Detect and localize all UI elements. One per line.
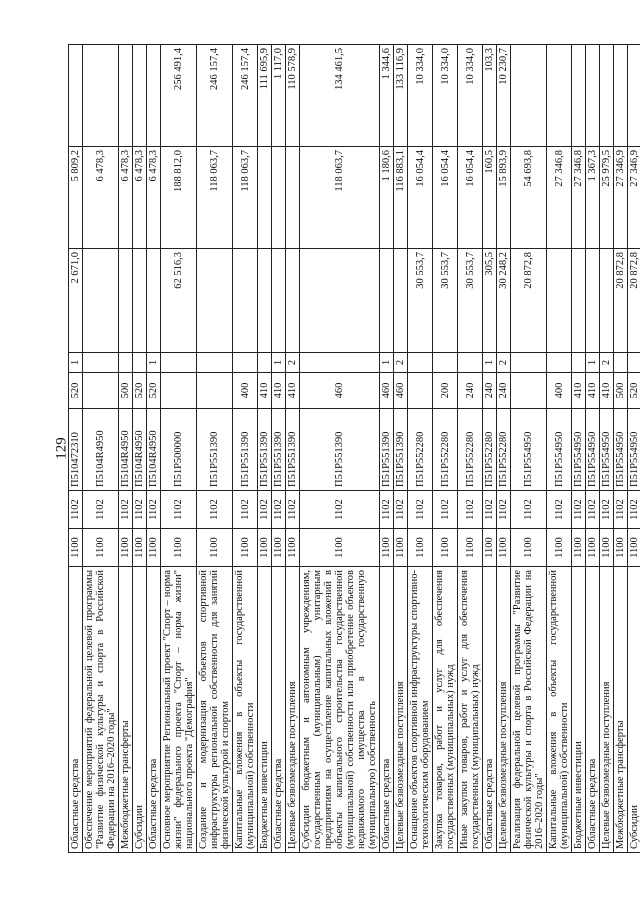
amount-year-3 [147,45,161,147]
target-article-code: П51P551390 [286,409,300,491]
amount-year-2: 6 478,3 [147,147,161,249]
amount-year-1: 20 872,8 [614,249,628,353]
subsection-code: 1102 [511,491,547,529]
target-article-code: П5104R4950 [119,409,133,491]
row-name: Закупка товаров, работ и услуг для обеспечения государственных (муниципальных) нужд [433,567,458,853]
section-code: 1100 [433,529,458,567]
table-row [133,45,147,853]
section-code: 1100 [586,529,600,567]
table-row [119,45,133,853]
expense-type-code: 520 [133,373,147,409]
subsection-code: 1102 [286,491,300,529]
funding-source-code [628,353,640,373]
target-article-code: П51P552280 [483,409,497,491]
row-name: Капитальные вложения в объекты государственной (муниципальной) собственности [547,567,572,853]
table-row [497,45,511,853]
row-name: Субсидии [628,567,640,853]
target-article-code: П51P551390 [394,409,408,491]
subsection-code: 1102 [408,491,433,529]
row-name: Капитальные вложения в объекты государственной (муниципальной) собственности [233,567,258,853]
section-code: 1100 [458,529,483,567]
subsection-code: 1102 [572,491,586,529]
amount-year-2: 27 346,9 [614,147,628,249]
table-row [614,45,628,853]
row-name: Областные средства [380,567,394,853]
target-article-code: П51P554950 [586,409,600,491]
amount-year-1 [300,249,380,353]
subsection-code: 1102 [600,491,614,529]
funding-source-code: 1 [380,353,394,373]
target-article-code: П51P551390 [272,409,286,491]
table-row [394,45,408,853]
amount-year-1: 20 872,8 [628,249,640,353]
funding-source-code [408,353,433,373]
section-code: 1100 [600,529,614,567]
target-article-code: П51P554950 [614,409,628,491]
amount-year-1: 30 553,7 [433,249,458,353]
amount-year-2: 188 812,0 [161,147,197,249]
subsection-code: 1102 [433,491,458,529]
table-row [408,45,433,853]
amount-year-1 [133,249,147,353]
section-code: 1100 [394,529,408,567]
expense-type-code: 500 [119,373,133,409]
table-row [83,45,119,853]
funding-source-code [119,353,133,373]
table-row [483,45,497,853]
table-row [147,45,161,853]
amount-year-1 [572,249,586,353]
amount-year-2: 6 478,3 [83,147,119,249]
amount-year-1 [272,249,286,353]
section-code: 1100 [258,529,272,567]
amount-year-3 [600,45,614,147]
section-code: 1100 [483,529,497,567]
expense-type-code: 240 [458,373,483,409]
subsection-code: 1102 [272,491,286,529]
section-code: 1100 [380,529,394,567]
subsection-code: 1102 [119,491,133,529]
target-article-code: П5104R4950 [133,409,147,491]
section-code: 1100 [272,529,286,567]
section-code: 1100 [161,529,197,567]
section-code: 1100 [69,529,83,567]
amount-year-1: 305,5 [483,249,497,353]
row-name: Целевые безвозмездные поступления [497,567,511,853]
budget-table-body [69,45,640,853]
expense-type-code: 460 [394,373,408,409]
funding-source-code: 1 [272,353,286,373]
row-name: Областные средства [272,567,286,853]
expense-type-code [511,373,547,409]
amount-year-3: 1 117,0 [272,45,286,147]
row-name: Иные закупки товаров, работ и услуг для обеспечения государственных (муниципальных) нужд [458,567,483,853]
table-row [300,45,380,853]
table-row [547,45,572,853]
amount-year-3 [83,45,119,147]
section-code: 1100 [286,529,300,567]
rotated-page [68,45,640,853]
target-article-code: П51P551390 [300,409,380,491]
subsection-code: 1102 [628,491,640,529]
subsection-code: 1102 [233,491,258,529]
expense-type-code: 240 [483,373,497,409]
table-row [458,45,483,853]
funding-source-code [458,353,483,373]
row-name: Областные средства [586,567,600,853]
target-article-code: П51P500000 [161,409,197,491]
target-article-code: П51P554950 [600,409,614,491]
amount-year-3: 1 344,6 [380,45,394,147]
expense-type-code [408,373,433,409]
row-name: Реализация федеральной целевой программы "Развитие физической культуры и спорта в Российской Федерации на 2016–2020 годы" [511,567,547,853]
funding-source-code: 1 [69,353,83,373]
amount-year-1 [380,249,394,353]
subsection-code: 1102 [614,491,628,529]
funding-source-code: 2 [394,353,408,373]
expense-type-code: 410 [572,373,586,409]
expense-type-code: 520 [147,373,161,409]
target-article-code: П51P552280 [433,409,458,491]
amount-year-2: 160,5 [483,147,497,249]
amount-year-2: 1 180,6 [380,147,394,249]
table-row [380,45,394,853]
amount-year-3: 256 491,4 [161,45,197,147]
row-name: Оснащение объектов спортивной инфраструктуры спортивно-технологическим оборудованием [408,567,433,853]
table-row [572,45,586,853]
section-code: 1100 [408,529,433,567]
row-name: Основное мероприятие Региональный проект "Спорт – норма жизни" федерального проекта "Спорт – норма жизни" национального проекта "Демография" [161,567,197,853]
budget-table [68,44,640,853]
expense-type-code: 520 [628,373,640,409]
row-name: Областные средства [69,567,83,853]
amount-year-2: 1 367,3 [586,147,600,249]
subsection-code: 1102 [161,491,197,529]
amount-year-2: 6 478,3 [119,147,133,249]
amount-year-3 [614,45,628,147]
subsection-code: 1102 [83,491,119,529]
amount-year-3 [572,45,586,147]
amount-year-3: 246 157,4 [233,45,258,147]
expense-type-code [161,373,197,409]
target-article-code: П51P554950 [572,409,586,491]
target-article-code: П51P552280 [458,409,483,491]
target-article-code: П51P551390 [233,409,258,491]
section-code: 1100 [572,529,586,567]
subsection-code: 1102 [147,491,161,529]
table-row [511,45,547,853]
expense-type-code: 200 [433,373,458,409]
funding-source-code [197,353,233,373]
subsection-code: 1102 [497,491,511,529]
section-code: 1100 [83,529,119,567]
table-row [258,45,272,853]
funding-source-code [133,353,147,373]
subsection-code: 1102 [458,491,483,529]
amount-year-3: 246 157,4 [197,45,233,147]
row-name: Бюджетные инвестиции [572,567,586,853]
amount-year-2: 15 893,9 [497,147,511,249]
subsection-code: 1102 [380,491,394,529]
expense-type-code: 460 [380,373,394,409]
expense-type-code: 410 [258,373,272,409]
funding-source-code [547,353,572,373]
target-article-code: П51P551390 [197,409,233,491]
amount-year-3: 134 461,5 [300,45,380,147]
target-article-code: П51P554950 [628,409,640,491]
amount-year-1 [600,249,614,353]
expense-type-code: 400 [547,373,572,409]
subsection-code: 1102 [69,491,83,529]
target-article-code: П510472310 [69,409,83,491]
target-article-code: П51P552280 [497,409,511,491]
funding-source-code: 1 [586,353,600,373]
row-name: Областные средства [147,567,161,853]
funding-source-code [300,353,380,373]
row-name: Целевые безвозмездные поступления [394,567,408,853]
subsection-code: 1102 [300,491,380,529]
funding-source-code: 1 [147,353,161,373]
amount-year-1: 30 248,2 [497,249,511,353]
table-row [600,45,614,853]
amount-year-3 [511,45,547,147]
expense-type-code: 500 [614,373,628,409]
expense-type-code: 410 [600,373,614,409]
section-code: 1100 [119,529,133,567]
table-row [586,45,600,853]
target-article-code: П51P554950 [511,409,547,491]
subsection-code: 1102 [258,491,272,529]
subsection-code: 1102 [394,491,408,529]
target-article-code: П51P551390 [380,409,394,491]
amount-year-2: 16 054,4 [433,147,458,249]
funding-source-code: 1 [483,353,497,373]
target-article-code: П51P551390 [258,409,272,491]
row-name: Создание и модернизация объектов спортивной инфраструктуры региональной собственности для занятий физической культурой и спортом [197,567,233,853]
funding-source-code [572,353,586,373]
row-name: Субсидии [133,567,147,853]
amount-year-1 [233,249,258,353]
amount-year-2 [258,147,272,249]
section-code: 1100 [233,529,258,567]
amount-year-2: 6 478,3 [133,147,147,249]
expense-type-code: 520 [69,373,83,409]
amount-year-3 [628,45,640,147]
amount-year-2: 27 346,8 [572,147,586,249]
row-name: Целевые безвозмездные поступления [600,567,614,853]
section-code: 1100 [497,529,511,567]
amount-year-2 [272,147,286,249]
funding-source-code: 2 [286,353,300,373]
section-code: 1100 [133,529,147,567]
row-name: Субсидии бюджетным и автономным учреждениям, государственным (муниципальным) унитарным предприятиям на осуществление капитальных вложений в объекты капитального строительства государственной (муниципальной) собственности или приобретение объектов недвижимого имущества в государственную (муниципальную) собственность [300,567,380,853]
amount-year-3 [69,45,83,147]
table-row [197,45,233,853]
funding-source-code [511,353,547,373]
amount-year-3: 10 334,0 [458,45,483,147]
subsection-code: 1102 [197,491,233,529]
amount-year-2: 116 883,1 [394,147,408,249]
funding-source-code: 2 [600,353,614,373]
row-name: Обеспечение мероприятий федеральной целевой программы "Развитие физической культуры и спорта в Российской Федерации на 2016–2020 годы" [83,567,119,853]
funding-source-code [614,353,628,373]
amount-year-3 [119,45,133,147]
amount-year-1 [83,249,119,353]
section-code: 1100 [197,529,233,567]
amount-year-2: 118 063,7 [300,147,380,249]
table-row [69,45,83,853]
amount-year-3: 110 578,9 [286,45,300,147]
amount-year-2: 118 063,7 [197,147,233,249]
amount-year-2: 16 054,4 [458,147,483,249]
amount-year-2: 118 063,7 [233,147,258,249]
amount-year-1 [547,249,572,353]
amount-year-2: 54 693,8 [511,147,547,249]
expense-type-code: 410 [586,373,600,409]
amount-year-1 [394,249,408,353]
amount-year-1 [586,249,600,353]
target-article-code: П51P552280 [408,409,433,491]
row-name: Бюджетные инвестиции [258,567,272,853]
section-code: 1100 [511,529,547,567]
row-name: Областные средства [483,567,497,853]
amount-year-1: 30 553,7 [408,249,433,353]
amount-year-1 [119,249,133,353]
amount-year-3 [133,45,147,147]
table-row [433,45,458,853]
section-code: 1100 [147,529,161,567]
amount-year-1 [286,249,300,353]
expense-type-code [83,373,119,409]
funding-source-code [258,353,272,373]
subsection-code: 1102 [483,491,497,529]
amount-year-1: 30 553,7 [458,249,483,353]
expense-type-code: 400 [233,373,258,409]
row-name: Межбюджетные трансферты [119,567,133,853]
section-code: 1100 [300,529,380,567]
subsection-code: 1102 [547,491,572,529]
table-row [286,45,300,853]
funding-source-code [233,353,258,373]
amount-year-1: 20 872,8 [511,249,547,353]
table-row [272,45,286,853]
expense-type-code: 410 [286,373,300,409]
section-code: 1100 [628,529,640,567]
table-row [161,45,197,853]
amount-year-2: 27 346,8 [547,147,572,249]
page-number: 129 [53,437,70,460]
subsection-code: 1102 [133,491,147,529]
target-article-code: П5104R4950 [83,409,119,491]
amount-year-3 [586,45,600,147]
amount-year-2 [286,147,300,249]
amount-year-2: 25 979,5 [600,147,614,249]
target-article-code: П5104R4950 [147,409,161,491]
table-row [628,45,640,853]
expense-type-code: 460 [300,373,380,409]
amount-year-1 [197,249,233,353]
amount-year-3: 111 695,9 [258,45,272,147]
amount-year-3: 103,3 [483,45,497,147]
amount-year-2: 27 346,9 [628,147,640,249]
amount-year-1: 2 671,0 [69,249,83,353]
amount-year-2: 5 809,2 [69,147,83,249]
funding-source-code [83,353,119,373]
amount-year-3: 133 116,9 [394,45,408,147]
section-code: 1100 [614,529,628,567]
funding-source-code [433,353,458,373]
target-article-code: П51P554950 [547,409,572,491]
amount-year-1: 62 516,3 [161,249,197,353]
amount-year-1 [258,249,272,353]
expense-type-code: 240 [497,373,511,409]
section-code: 1100 [547,529,572,567]
amount-year-3: 10 230,7 [497,45,511,147]
row-name: Межбюджетные трансферты [614,567,628,853]
amount-year-3 [547,45,572,147]
amount-year-2: 16 054,4 [408,147,433,249]
amount-year-1 [147,249,161,353]
expense-type-code [197,373,233,409]
funding-source-code: 2 [497,353,511,373]
row-name: Целевые безвозмездные поступления [286,567,300,853]
table-row [233,45,258,853]
subsection-code: 1102 [586,491,600,529]
amount-year-3: 10 334,0 [408,45,433,147]
amount-year-3: 10 334,0 [433,45,458,147]
funding-source-code [161,353,197,373]
expense-type-code: 410 [272,373,286,409]
